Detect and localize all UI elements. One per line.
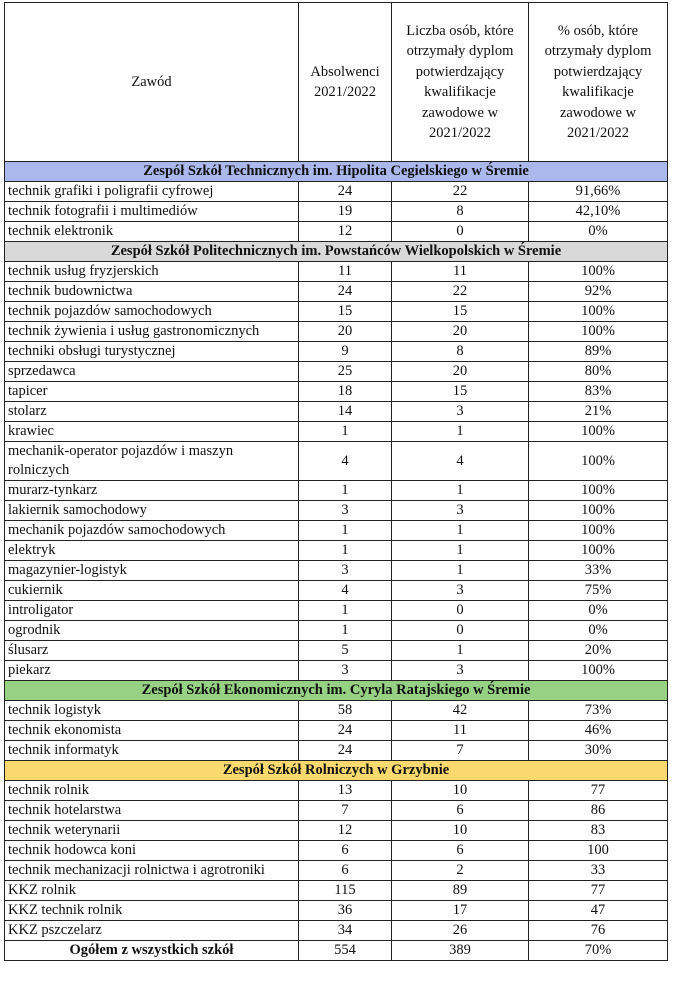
diploma-count-cell: 11 <box>392 262 529 282</box>
diploma-percent-cell: 76 <box>529 921 668 941</box>
profession-cell: technik żywienia i usług gastronomicznych <box>5 322 299 342</box>
graduates-cell: 12 <box>299 222 392 242</box>
table-row <box>5 821 668 841</box>
profession-cell: krawiec <box>5 422 299 442</box>
graduates-cell: 3 <box>299 501 392 521</box>
graduates-cell: 25 <box>299 362 392 382</box>
table-row <box>5 901 668 921</box>
diploma-percent-cell: 100% <box>529 521 668 541</box>
diploma-count-cell: 20 <box>392 322 529 342</box>
profession-cell: KKZ rolnik <box>5 881 299 901</box>
table-row <box>5 921 668 941</box>
header-graduates: Absolwenci 2021/2022 <box>299 3 392 162</box>
diploma-percent-cell: 0% <box>529 621 668 641</box>
graduates-cell: 6 <box>299 861 392 881</box>
diploma-count-cell: 3 <box>392 581 529 601</box>
diploma-percent-cell: 100% <box>529 541 668 561</box>
graduates-cell: 11 <box>299 262 392 282</box>
graduates-cell: 1 <box>299 601 392 621</box>
diploma-count-cell: 22 <box>392 182 529 202</box>
profession-cell: piekarz <box>5 661 299 681</box>
profession-cell: technik grafiki i poligrafii cyfrowej <box>5 182 299 202</box>
diploma-percent-cell: 83 <box>529 821 668 841</box>
table-row <box>5 601 668 621</box>
table-row <box>5 422 668 442</box>
graduates-cell: 3 <box>299 661 392 681</box>
diploma-count-cell: 7 <box>392 741 529 761</box>
diploma-count-cell: 10 <box>392 781 529 801</box>
diploma-percent-cell: 83% <box>529 382 668 402</box>
diploma-percent-cell: 73% <box>529 701 668 721</box>
diploma-count-cell: 26 <box>392 921 529 941</box>
diploma-percent-cell: 30% <box>529 741 668 761</box>
profession-cell: technik rolnik <box>5 781 299 801</box>
table-row <box>5 841 668 861</box>
diploma-percent-cell: 100% <box>529 481 668 501</box>
profession-cell: mechanik-operator pojazdów i maszyn rolniczych <box>5 442 299 481</box>
diploma-percent-cell: 86 <box>529 801 668 821</box>
table-row <box>5 801 668 821</box>
graduates-table <box>4 2 668 961</box>
diploma-count-cell: 0 <box>392 222 529 242</box>
graduates-cell: 24 <box>299 282 392 302</box>
header-diploma-percent: % osób, które otrzymały dyplom potwierdzający kwalifikacje zawodowe w 2021/2022 <box>529 3 668 162</box>
diploma-percent-cell: 0% <box>529 222 668 242</box>
diploma-percent-cell: 21% <box>529 402 668 422</box>
profession-cell: lakiernik samochodowy <box>5 501 299 521</box>
table-row <box>5 402 668 422</box>
diploma-count-cell: 42 <box>392 701 529 721</box>
table-row <box>5 521 668 541</box>
diploma-percent-cell: 80% <box>529 362 668 382</box>
total-value: 70% <box>529 941 668 961</box>
graduates-cell: 1 <box>299 481 392 501</box>
graduates-cell: 20 <box>299 322 392 342</box>
diploma-percent-cell: 100 <box>529 841 668 861</box>
diploma-count-cell: 1 <box>392 521 529 541</box>
graduates-cell: 115 <box>299 881 392 901</box>
profession-cell: sprzedawca <box>5 362 299 382</box>
graduates-cell: 58 <box>299 701 392 721</box>
total-row <box>5 941 668 961</box>
graduates-cell: 15 <box>299 302 392 322</box>
table-row <box>5 362 668 382</box>
section-title: Zespół Szkół Technicznych im. Hipolita Cegielskiego w Śremie <box>5 162 668 182</box>
diploma-count-cell: 4 <box>392 442 529 481</box>
graduates-cell: 1 <box>299 541 392 561</box>
table-row <box>5 581 668 601</box>
diploma-count-cell: 3 <box>392 661 529 681</box>
profession-cell: technik pojazdów samochodowych <box>5 302 299 322</box>
diploma-percent-cell: 33% <box>529 561 668 581</box>
graduates-cell: 36 <box>299 901 392 921</box>
profession-cell: magazynier-logistyk <box>5 561 299 581</box>
profession-cell: technik ekonomista <box>5 721 299 741</box>
table-row <box>5 721 668 741</box>
table-row <box>5 322 668 342</box>
profession-cell: elektryk <box>5 541 299 561</box>
graduates-cell: 18 <box>299 382 392 402</box>
graduates-cell: 4 <box>299 581 392 601</box>
diploma-percent-cell: 77 <box>529 781 668 801</box>
diploma-count-cell: 17 <box>392 901 529 921</box>
diploma-percent-cell: 47 <box>529 901 668 921</box>
graduates-cell: 5 <box>299 641 392 661</box>
table-row <box>5 861 668 881</box>
table-row <box>5 222 668 242</box>
section-header-row <box>5 162 668 182</box>
profession-cell: technik hotelarstwa <box>5 801 299 821</box>
diploma-count-cell: 0 <box>392 601 529 621</box>
profession-cell: technik informatyk <box>5 741 299 761</box>
diploma-percent-cell: 100% <box>529 661 668 681</box>
table-row <box>5 621 668 641</box>
diploma-percent-cell: 100% <box>529 322 668 342</box>
profession-cell: technik fotografii i multimediów <box>5 202 299 222</box>
graduates-cell: 24 <box>299 721 392 741</box>
table-row <box>5 282 668 302</box>
graduates-cell: 7 <box>299 801 392 821</box>
diploma-count-cell: 6 <box>392 841 529 861</box>
graduates-cell: 34 <box>299 921 392 941</box>
table-row <box>5 641 668 661</box>
profession-cell: technik hodowca koni <box>5 841 299 861</box>
table-row <box>5 741 668 761</box>
profession-cell: technik mechanizacji rolnictwa i agrotroniki <box>5 861 299 881</box>
diploma-percent-cell: 0% <box>529 601 668 621</box>
diploma-count-cell: 20 <box>392 362 529 382</box>
graduates-cell: 1 <box>299 521 392 541</box>
graduates-cell: 24 <box>299 741 392 761</box>
diploma-percent-cell: 89% <box>529 342 668 362</box>
profession-cell: technik logistyk <box>5 701 299 721</box>
diploma-count-cell: 6 <box>392 801 529 821</box>
diploma-percent-cell: 100% <box>529 302 668 322</box>
profession-cell: stolarz <box>5 402 299 422</box>
diploma-percent-cell: 100% <box>529 262 668 282</box>
diploma-count-cell: 1 <box>392 641 529 661</box>
graduates-cell: 6 <box>299 841 392 861</box>
diploma-percent-cell: 100% <box>529 442 668 481</box>
total-value: 389 <box>392 941 529 961</box>
diploma-count-cell: 1 <box>392 561 529 581</box>
diploma-count-cell: 10 <box>392 821 529 841</box>
diploma-percent-cell: 100% <box>529 422 668 442</box>
table-row <box>5 202 668 222</box>
profession-cell: technik weterynarii <box>5 821 299 841</box>
table-body <box>5 162 668 961</box>
section-header-row <box>5 242 668 262</box>
graduates-cell: 1 <box>299 422 392 442</box>
diploma-count-cell: 2 <box>392 861 529 881</box>
profession-cell: tapicer <box>5 382 299 402</box>
profession-cell: mechanik pojazdów samochodowych <box>5 521 299 541</box>
diploma-count-cell: 8 <box>392 202 529 222</box>
profession-cell: murarz-tynkarz <box>5 481 299 501</box>
diploma-count-cell: 89 <box>392 881 529 901</box>
graduates-cell: 13 <box>299 781 392 801</box>
diploma-count-cell: 1 <box>392 541 529 561</box>
diploma-count-cell: 22 <box>392 282 529 302</box>
section-title: Zespół Szkół Ekonomicznych im. Cyryla Ratajskiego w Śremie <box>5 681 668 701</box>
section-header-row <box>5 681 668 701</box>
diploma-count-cell: 3 <box>392 501 529 521</box>
section-title: Zespół Szkół Rolniczych w Grzybnie <box>5 761 668 781</box>
graduates-cell: 4 <box>299 442 392 481</box>
graduates-cell: 9 <box>299 342 392 362</box>
profession-cell: technik usług fryzjerskich <box>5 262 299 282</box>
table-row <box>5 661 668 681</box>
graduates-cell: 24 <box>299 182 392 202</box>
profession-cell: cukiernik <box>5 581 299 601</box>
diploma-count-cell: 15 <box>392 382 529 402</box>
total-label: Ogółem z wszystkich szkół <box>5 941 299 961</box>
table-row <box>5 442 668 481</box>
table-row <box>5 342 668 362</box>
table-row <box>5 881 668 901</box>
total-value: 554 <box>299 941 392 961</box>
diploma-percent-cell: 20% <box>529 641 668 661</box>
diploma-count-cell: 1 <box>392 422 529 442</box>
diploma-percent-cell: 33 <box>529 861 668 881</box>
profession-cell: introligator <box>5 601 299 621</box>
table-row <box>5 481 668 501</box>
table-row <box>5 382 668 402</box>
table-row <box>5 781 668 801</box>
graduates-cell: 14 <box>299 402 392 422</box>
diploma-count-cell: 11 <box>392 721 529 741</box>
header-profession: Zawód <box>5 3 299 162</box>
diploma-count-cell: 0 <box>392 621 529 641</box>
table-row <box>5 501 668 521</box>
table-row <box>5 182 668 202</box>
diploma-percent-cell: 77 <box>529 881 668 901</box>
diploma-percent-cell: 100% <box>529 501 668 521</box>
profession-cell: technik elektronik <box>5 222 299 242</box>
table-row <box>5 302 668 322</box>
graduates-cell: 12 <box>299 821 392 841</box>
profession-cell: KKZ pszczelarz <box>5 921 299 941</box>
table-row <box>5 561 668 581</box>
profession-cell: ślusarz <box>5 641 299 661</box>
diploma-percent-cell: 75% <box>529 581 668 601</box>
diploma-count-cell: 1 <box>392 481 529 501</box>
profession-cell: ogrodnik <box>5 621 299 641</box>
table-row <box>5 541 668 561</box>
diploma-percent-cell: 46% <box>529 721 668 741</box>
table-row <box>5 262 668 282</box>
section-header-row <box>5 761 668 781</box>
profession-cell: techniki obsługi turystycznej <box>5 342 299 362</box>
diploma-percent-cell: 92% <box>529 282 668 302</box>
graduates-cell: 3 <box>299 561 392 581</box>
section-title: Zespół Szkół Politechnicznych im. Powstańców Wielkopolskich w Śremie <box>5 242 668 262</box>
diploma-count-cell: 3 <box>392 402 529 422</box>
graduates-cell: 19 <box>299 202 392 222</box>
table-row <box>5 701 668 721</box>
diploma-count-cell: 8 <box>392 342 529 362</box>
diploma-percent-cell: 42,10% <box>529 202 668 222</box>
diploma-count-cell: 15 <box>392 302 529 322</box>
graduates-cell: 1 <box>299 621 392 641</box>
header-diploma-count: Liczba osób, które otrzymały dyplom potwierdzający kwalifikacje zawodowe w 2021/2022 <box>392 3 529 162</box>
profession-cell: technik budownictwa <box>5 282 299 302</box>
diploma-percent-cell: 91,66% <box>529 182 668 202</box>
profession-cell: KKZ technik rolnik <box>5 901 299 921</box>
